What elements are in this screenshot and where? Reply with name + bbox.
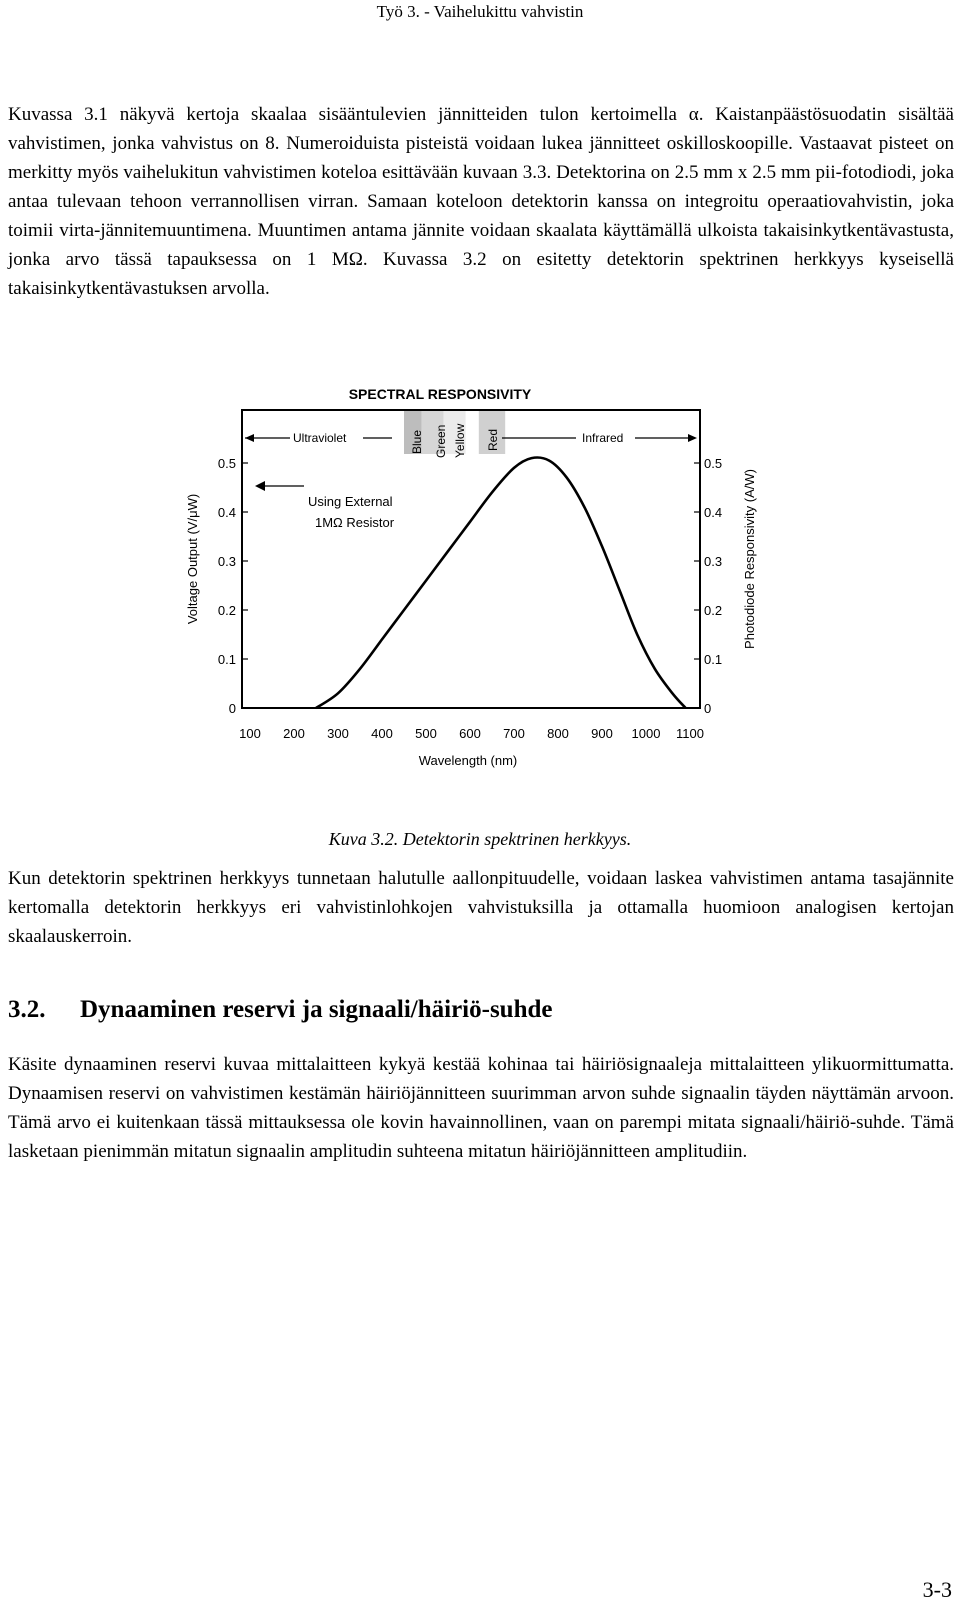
section-heading — [8, 996, 553, 1024]
x-tick-label: 400 — [371, 726, 393, 741]
y-tick-right-label: 0.1 — [704, 652, 723, 667]
section-title: Dynaaminen reservi ja signaali/häiriö-suhde — [80, 996, 553, 1023]
infrared-arrowhead — [688, 434, 697, 442]
x-tick-label: 200 — [283, 726, 305, 741]
x-tick-label: 900 — [591, 726, 613, 741]
band-label-green: Green — [434, 424, 448, 458]
y-tick-right-label: 0.4 — [704, 505, 723, 520]
page-number: 3-3 — [922, 1577, 952, 1602]
ultraviolet-label: Ultraviolet — [293, 431, 347, 445]
y-tick-left-label: 0.4 — [217, 505, 236, 520]
chart-svg — [180, 376, 770, 796]
y-tick-left-label: 0 — [228, 701, 236, 716]
spectral-responsivity-chart — [180, 376, 770, 796]
band-label-red: Red — [486, 428, 500, 451]
x-tick-label: 800 — [547, 726, 569, 741]
x-axis-ticks — [239, 726, 704, 741]
paragraph-dynamic-reserve: Käsite dynaaminen reservi kuvaa mittalaitteen kykyä kestää kohinaa tai häiriösignaaleja mittalaitteen ylikuormittumatta. Dynaamisen reservi on vahvistimen kestämän häiriöjännitteen suurimman arvon suhde signaalin täyden näyttämän arvoon. Tämä arvo ei kuitenkaan tässä mittauksessa ole kovin havainnollinen, vaan on parempi mitata signaali/häiriö-suhde. Tämä lasketaan pienimmän mitatun signaalin amplitudin suhteena mitatun häiriöjännitteen amplitudiin. — [8, 1054, 954, 1162]
y-tick-left-label: 0.3 — [217, 554, 236, 569]
plot-frame — [242, 410, 700, 708]
y-axis-right-label: Photodiode Responsivity (A/W) — [742, 469, 757, 649]
infrared-label: Infrared — [582, 431, 624, 445]
band-label-yellow: Yellow — [453, 423, 467, 458]
section-number: 3.2. — [8, 996, 46, 1023]
y-tick-right-label: 0 — [704, 701, 712, 716]
ultraviolet-arrowhead — [245, 434, 254, 442]
annotation-line-2: 1MΩ Resistor — [315, 515, 395, 530]
paragraph-intro: Kuvassa 3.1 näkyvä kertoja skaalaa sisääntulevien jännitteiden tulon kertoimella α. Kaistanpäästösuodatin sisältää vahvistimen, jonka vahvistus on 8. Numeroiduista pisteistä voidaan lukea jännitteet oskilloskoopille. Vastaavat pisteet on merkitty myös vaihelukitun vahvistimen koteloa esittävään kuvaan 3.3. Detektorina on 2.5 mm x 2.5 mm pii-fotodiodi, joka antaa tulevaan tehoon verrannollisen virran. Samaan koteloon detektorin kanssa on integroitu operaatiovahvistin, joka toimii virta-jännitemuuntimena. Muuntimen antama jännite voidaan skaalata käyttämällä ulkoista takaisinkytkentävastusta, jonka arvo tässä tapauksessa on 1 MΩ. Kuvassa 3.2 on esitetty detektorin spektrinen herkkyys kyseisellä takaisinkytkentävastuksen arvolla. — [8, 104, 954, 299]
figure-caption: Kuva 3.2. Detektorin spektrinen herkkyys. — [328, 829, 632, 849]
x-tick-label: 100 — [239, 726, 261, 741]
y-tick-left-label: 0.2 — [217, 603, 236, 618]
x-tick-label: 500 — [415, 726, 437, 741]
chart-title: SPECTRAL RESPONSIVITY — [348, 386, 532, 402]
y-tick-right-label: 0.3 — [704, 554, 723, 569]
x-tick-label: 1100 — [676, 726, 704, 741]
page-header: Työ 3. - Vaihelukittu vahvistin — [376, 2, 584, 21]
band-label-blue: Blue — [410, 429, 424, 454]
y-tick-left-label: 0.1 — [217, 652, 236, 667]
x-tick-label: 300 — [327, 726, 349, 741]
y-axis-left-ticks — [218, 456, 248, 716]
paragraph-detector: Kun detektorin spektrinen herkkyys tunnetaan halutulle aallonpituudelle, voidaan laskea vahvistimen antama tasajännite kertomalla detektorin herkkyys eri vahvistinlohkojen vahvistuksilla ja ottamalla huomioon analogisen kertojan skaalauskerroin. — [8, 868, 954, 947]
y-axis-left-label: Voltage Output (V/μW) — [185, 493, 200, 625]
y-tick-right-label: 0.5 — [704, 456, 723, 471]
x-tick-label: 600 — [459, 726, 481, 741]
y-tick-right-label: 0.2 — [704, 603, 723, 618]
annotation-line-1: Using External — [308, 494, 393, 509]
x-axis-label: Wavelength (nm) — [418, 753, 518, 768]
x-tick-label: 1000 — [631, 726, 661, 741]
x-tick-label: 700 — [503, 726, 525, 741]
y-axis-right-ticks — [694, 456, 722, 716]
y-tick-left-label: 0.5 — [217, 456, 236, 471]
